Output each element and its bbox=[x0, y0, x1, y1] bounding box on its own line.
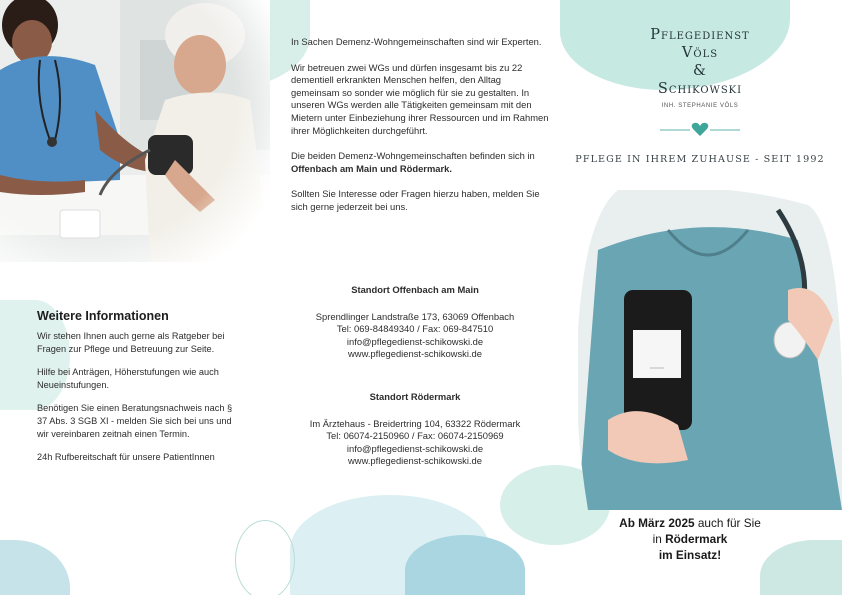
heart-icon bbox=[660, 121, 740, 139]
tagline: PFLEGE IN IHREM ZUHAUSE - SEIT 1992 bbox=[575, 154, 825, 165]
nurse-patient-photo bbox=[0, 0, 270, 262]
promo-line bbox=[585, 547, 795, 563]
dementia-info-text bbox=[291, 36, 551, 227]
more-info-paragraph: Hilfe bei Anträgen, Höherstufungen wie auch Neueinstufungen. bbox=[37, 367, 219, 390]
location-web[interactable]: www.pflegedienst-schikowski.de bbox=[348, 348, 482, 360]
intro-text: Die beiden Demenz-Wohngemeinschaften befinden sich in bbox=[291, 150, 535, 162]
promo-line bbox=[585, 515, 795, 531]
location-roedermark bbox=[290, 391, 540, 468]
brand-line: Schikowski bbox=[657, 81, 743, 97]
location-phone: Tel: 069-84849340 / Fax: 069-847510 bbox=[336, 323, 494, 335]
more-info-paragraph: Wir stehen Ihnen auch gerne als Ratgeber bei Fragen zur Pflege und Betreuung zur Seite. bbox=[37, 331, 225, 354]
promo-line bbox=[585, 531, 795, 547]
location-email[interactable]: info@pflegedienst-schikowski.de bbox=[346, 335, 484, 347]
decor-blob bbox=[405, 535, 525, 595]
intro-paragraph bbox=[291, 150, 551, 175]
promo-banner bbox=[585, 515, 795, 563]
location-address: Im Ärztehaus - Breidertring 104, 63322 Rödermark bbox=[309, 417, 521, 429]
location-email[interactable]: info@pflegedienst-schikowski.de bbox=[346, 442, 484, 454]
promo-text: auch für Sie bbox=[694, 516, 761, 530]
intro-paragraph: Wir betreuen zwei WGs und dürfen insgesamt bis zu 22 dementiell erkrankten Menschen helfen, den Alltag gemeinsam so sonder wie möglich für sie zu gestalten. In unseren WGs werden alle Tätigkeiten gemeinsam mit den Mietern unter Einbeziehung ihrer Ressourcen und im Rahmen ihrer Möglichkeiten durchgeführt. bbox=[291, 61, 549, 136]
decor-ring bbox=[235, 520, 295, 595]
location-offenbach bbox=[290, 284, 540, 361]
brand-line: Völs bbox=[681, 45, 719, 61]
intro-bold-text: Offenbach am Main und Rödermark. bbox=[291, 162, 452, 174]
promo-location: Rödermark bbox=[665, 532, 728, 546]
intro-paragraph: In Sachen Demenz-Wohngemeinschaften sind wir Experten. bbox=[291, 36, 542, 47]
location-phone: Tel: 06074-2150960 / Fax: 06074-2150969 bbox=[326, 430, 504, 442]
location-web[interactable]: www.pflegedienst-schikowski.de bbox=[348, 455, 482, 467]
brand-owner: INH. STEPHANIE VÖLS bbox=[661, 103, 739, 109]
intro-paragraph: Sollten Sie Interesse oder Fragen hierzu haben, melden Sie sich gerne jederzeit bei uns. bbox=[291, 188, 540, 212]
brand-line: Pflegedienst bbox=[650, 27, 750, 43]
promo-text: im Einsatz! bbox=[658, 548, 722, 562]
location-title: Standort Rödermark bbox=[369, 391, 461, 402]
location-address: Sprendlinger Landstraße 173, 63069 Offenbach bbox=[315, 310, 515, 322]
location-title: Standort Offenbach am Main bbox=[351, 284, 479, 295]
more-info-text bbox=[37, 330, 237, 475]
promo-text: in bbox=[652, 532, 666, 546]
decor-blob bbox=[0, 540, 70, 595]
more-info-paragraph: 24h Rufbereitschaft für unsere PatientInnen bbox=[37, 452, 215, 463]
more-info-title: Weitere Informationen bbox=[37, 309, 169, 323]
promo-date: Ab März 2025 bbox=[619, 516, 695, 530]
brand-line: & bbox=[693, 63, 707, 79]
nurse-smartphone-photo bbox=[578, 190, 842, 510]
brand-logo-text bbox=[600, 26, 800, 98]
more-info-paragraph: Benötigen Sie einen Beratungsnachweis nach § 37 Abs. 3 SGB XI - melden Sie sich bei uns und wir vereinbaren zeitnah einen Termin. bbox=[37, 403, 233, 439]
